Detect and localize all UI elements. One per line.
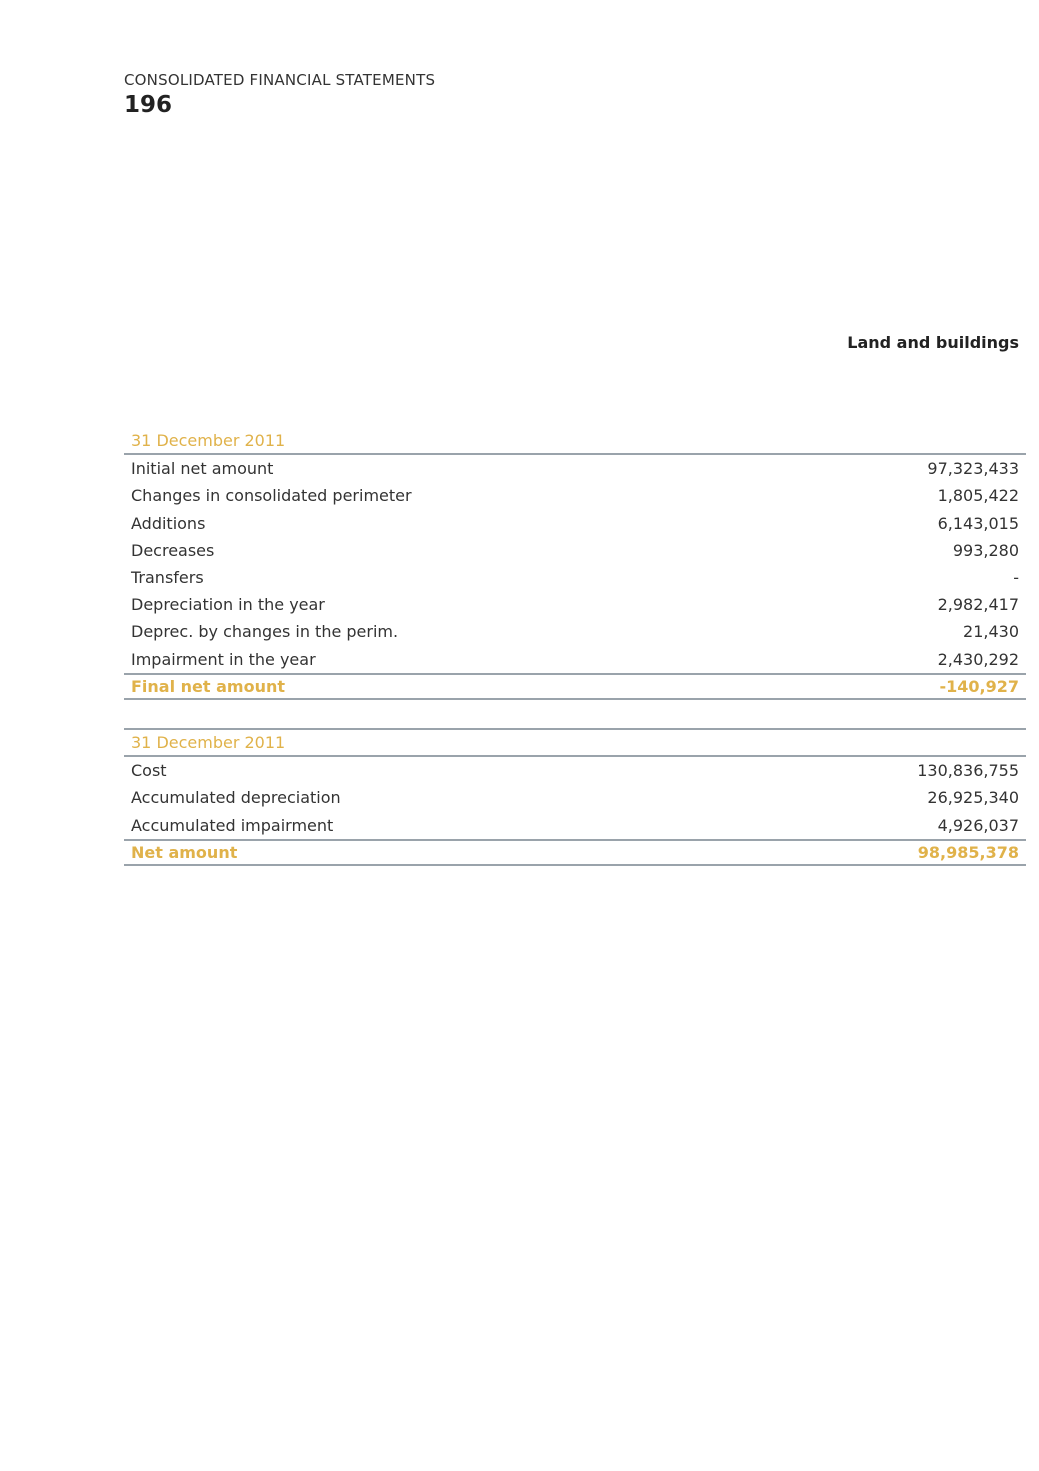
row-label: Additions	[131, 513, 206, 533]
table-row	[124, 510, 1026, 537]
table-row	[124, 564, 1026, 591]
table-row	[124, 482, 1026, 509]
row-value: 26,925,340	[927, 788, 1019, 808]
row-value: 97,323,433	[927, 459, 1019, 479]
row-label: Accumulated impairment	[131, 815, 334, 835]
row-label: Decreases	[131, 540, 215, 560]
table-section-title	[124, 730, 1026, 757]
row-label: Depreciation in the year	[131, 595, 325, 615]
section-title-label: 31 December 2011	[131, 431, 286, 451]
running-head: CONSOLIDATED FINANCIAL STATEMENTS	[124, 71, 436, 89]
section-title-label: 31 December 2011	[131, 733, 286, 753]
row-value: 993,280	[952, 540, 1019, 560]
table-row	[124, 757, 1026, 784]
table-total-row	[124, 673, 1026, 700]
row-label: Cost	[131, 761, 167, 781]
table-row	[124, 591, 1026, 618]
table-section-title	[124, 428, 1026, 455]
table-row	[124, 812, 1026, 839]
row-label: Transfers	[131, 568, 204, 588]
row-value: 1,805,422	[937, 486, 1019, 506]
table-row	[124, 537, 1026, 564]
table-row	[124, 618, 1026, 645]
column-header: Land and buildings	[847, 333, 1019, 352]
total-value: 98,985,378	[917, 842, 1019, 862]
total-label: Net amount	[131, 842, 238, 862]
row-label: Accumulated depreciation	[131, 788, 341, 808]
row-value: 6,143,015	[937, 513, 1019, 533]
table-row	[124, 784, 1026, 811]
row-label: Deprec. by changes in the perim.	[131, 622, 399, 642]
row-value: 2,430,292	[937, 649, 1019, 669]
row-label: Changes in consolidated perimeter	[131, 486, 412, 506]
total-value: -140,927	[939, 676, 1019, 696]
row-value: 4,926,037	[937, 815, 1019, 835]
row-label: Impairment in the year	[131, 649, 316, 669]
balances-table	[124, 728, 1026, 866]
row-value: 21,430	[963, 622, 1019, 642]
page-number: 196	[124, 92, 173, 118]
row-value: 130,836,755	[917, 761, 1019, 781]
row-value: 2,982,417	[937, 595, 1019, 615]
movements-table	[124, 428, 1026, 700]
table-row	[124, 646, 1026, 673]
table-total-row	[124, 839, 1026, 866]
total-label: Final net amount	[131, 676, 286, 696]
table-row	[124, 455, 1026, 482]
row-value: -	[1013, 568, 1019, 588]
row-label: Initial net amount	[131, 459, 274, 479]
